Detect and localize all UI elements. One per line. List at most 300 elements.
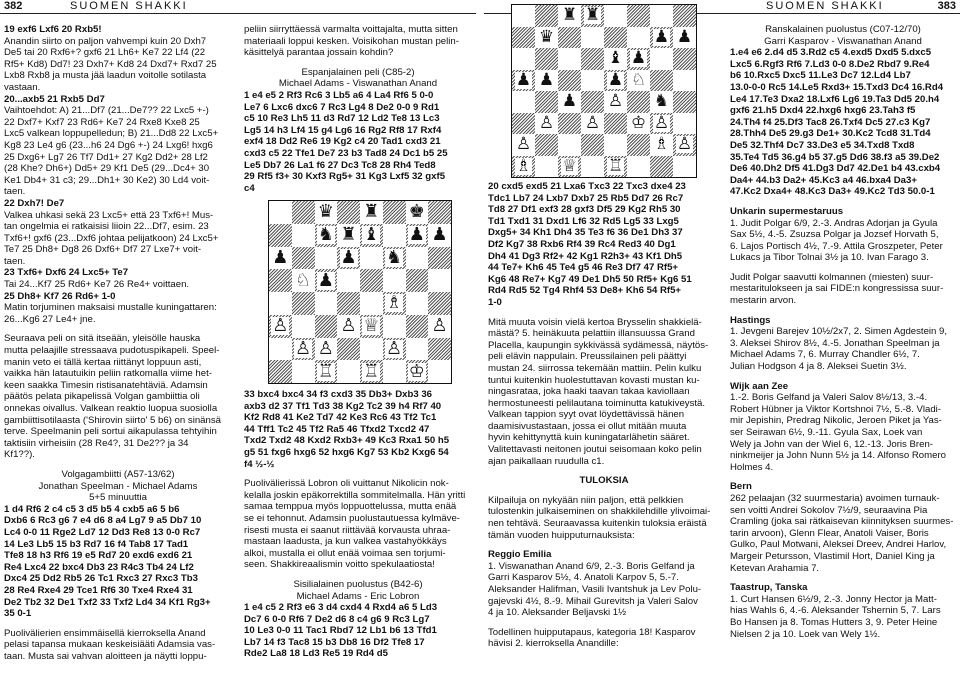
chess-piece-icon: ♙ — [295, 337, 312, 359]
text-line: mutta pelaajille stressaava pudotuspikapeli. Speel- — [4, 345, 220, 357]
text-line: peli elävin nappulain. Preussilainen peli päättyi — [488, 351, 687, 363]
text-line: materiaali loppui kesken. Voisikohan mustan pelin- — [244, 35, 459, 47]
text-line: axb3 d2 37 Tf1 Td3 38 Kg2 Tc2 39 h4 Rf7 40 — [244, 400, 442, 412]
text-line: 25 Dxg6+ Lg7 26 Tf7 Dd1+ 27 Kg2 Dd2+ 28 Lf2 — [4, 151, 208, 163]
text-line: Wijk aan Zee — [730, 380, 789, 392]
text-line: c4 — [244, 182, 255, 194]
text-line: tämän vuoden huipputurnauksista: — [488, 529, 635, 541]
text-line: Valitettavasti neitonen joutui seisomaan koko pelin — [488, 444, 702, 456]
text-line: hias Wahls 6, 4.-6. Aleksander Tshernin 5, 7. Lars — [730, 605, 941, 617]
chess-piece-icon: ♜ — [340, 224, 357, 246]
text-line: De5 tai 20 Rxf6+? gxf6 21 Lh6+ Ke7 22 Lf4 (22 — [4, 47, 206, 59]
text-line: 1. Jevgeni Barejev 10½/2x7, 2. Simen Agdestein 9, — [730, 326, 948, 338]
text-line: 35 0-1 — [4, 608, 32, 620]
board-square — [292, 360, 315, 383]
text-line: g5 51 fxg6 hxg6 52 hxg6 Kg7 53 Kb2 Kxg6 54 — [244, 446, 449, 458]
board-square — [673, 113, 696, 135]
paragraph-gap — [730, 373, 956, 381]
text-line: Lxc5 6.Rgf3 Rf6 7.Ld3 0-0 8.De2 Rbd7 9.Re4 — [730, 58, 930, 70]
text-line: Le7 6 Lxc6 dxc6 7 Rc3 Lg4 8 De2 0-0 9 Rd1 — [244, 101, 440, 113]
board-square — [337, 360, 360, 383]
board-square — [337, 269, 360, 292]
board-square — [269, 292, 292, 315]
text-line: Bern — [730, 481, 752, 493]
text-line: exf4 18 Dd2 Re6 19 Kg2 c4 20 Tad1 cxd3 21 — [244, 136, 441, 148]
text-line: taan. Musta sai vahvan aloitteen ja näytti loppu- — [4, 650, 207, 662]
board-square — [604, 27, 627, 49]
board-square — [558, 91, 581, 113]
text-line: Sax 5½, 4.-5. Zsuzsa Polgar ja Jozsef Horvath 5, — [730, 229, 939, 241]
board-square — [581, 5, 604, 27]
board-square — [581, 70, 604, 92]
board-square — [650, 5, 673, 27]
chess-piece-icon: ♟ — [561, 91, 578, 112]
board-square — [269, 338, 292, 361]
text-line: Holmes 4. — [730, 461, 774, 473]
chess-piece-icon: ♟ — [340, 246, 357, 268]
board-square — [627, 134, 650, 156]
text-line: pelasi tapansa mukaan keskeisiääti Adamsia vas- — [4, 639, 216, 651]
chess-piece-icon: ♚ — [408, 201, 425, 223]
text-line: Td8 27 Df1 exf3 28 gxf3 Df5 29 Kg2 Rh5 30 — [488, 204, 681, 216]
board-square — [292, 315, 315, 338]
board-square — [337, 315, 360, 338]
board-square — [269, 201, 292, 224]
board-square — [650, 134, 673, 156]
board-square — [581, 27, 604, 49]
text-line: f4 ½-½ — [244, 458, 275, 470]
board-square — [604, 5, 627, 27]
chess-piece-icon: ♙ — [584, 112, 601, 133]
text-line: 35.Te4 Td5 36.g4 b5 37.g5 Dd6 38.f3 a5 39.De2 — [730, 151, 940, 163]
text-line: tarin arvoon), Glenn Flear, Anatoli Vaiser, Boris — [730, 527, 929, 539]
text-line: tulostenkin julkaiseminen on shakkilehdille ylivoimai- — [488, 506, 711, 518]
board-square — [360, 360, 383, 383]
left-page-number: 382 — [4, 0, 23, 12]
board-square — [627, 48, 650, 70]
paragraph-gap — [730, 574, 956, 582]
chess-piece-icon: ♔ — [408, 360, 425, 382]
board-square — [512, 48, 535, 70]
paragraph-gap — [730, 307, 956, 315]
board-square — [315, 338, 338, 361]
text-line: ajan paikallaan ruudulla c1. — [488, 455, 605, 467]
paragraph-gap — [488, 619, 720, 627]
board-square — [627, 113, 650, 135]
board-square — [512, 70, 535, 92]
text-line: Anandin siirto on paljon vahvempi kuin 20 Dxh7 — [4, 35, 207, 47]
text-line: Dxc4 25 Dd2 Rb5 26 Tc1 Rxc3 27 Rxc3 Tb3 — [4, 573, 198, 585]
column-2-top — [244, 24, 472, 194]
board-square — [535, 70, 558, 92]
text-line: 26...Kg6 27 Le4+ jne. — [4, 313, 96, 325]
text-line: taen. — [4, 255, 26, 267]
text-line: Puolivälierien ensimmäisellä kierroksella Anand — [4, 627, 206, 639]
text-line: se ei tehonnut. Adamsin puolustautuessa kylmäve- — [244, 512, 460, 524]
board-square — [512, 91, 535, 113]
text-line: Aleksander Halifman, Vasili Ivantshuk ja Lev Polu- — [488, 584, 702, 595]
chess-piece-icon: ♗ — [653, 134, 670, 155]
text-line: Michael Adams - Viswanathan Anand — [278, 78, 438, 90]
chess-piece-icon: ♙ — [386, 337, 403, 359]
paragraph-gap — [4, 620, 232, 628]
board-square — [383, 315, 406, 338]
text-line: 20 cxd5 exd5 21 Lxa6 Txc3 22 Txc3 dxe4 23 — [488, 181, 686, 192]
right-page-number: 383 — [937, 0, 956, 12]
board-square — [337, 224, 360, 247]
board-square — [292, 269, 315, 292]
board-square — [360, 201, 383, 224]
column-1 — [4, 24, 232, 662]
text-line: Td1 Txd1 31 Dxd1 Lf6 32 Rd5 Lg5 33 Lxg5 — [488, 215, 679, 227]
chess-piece-icon: ♛ — [538, 26, 555, 47]
chess-piece-icon: ♙ — [515, 134, 532, 155]
text-line: mestarin arvon. — [730, 295, 797, 307]
paragraph-gap — [488, 309, 720, 317]
paragraph-gap — [244, 571, 472, 579]
paragraph-gap — [730, 198, 956, 206]
text-line: sen voitti Andrei Sokolov 7½/9, seuraavina Pia — [730, 504, 928, 516]
text-line: Michael Adams - Eric Lobron — [296, 590, 420, 602]
chess-piece-icon: ♞ — [386, 246, 403, 268]
text-line: keen saakka Timesin ristisanatehtäviä. Adamsin — [4, 379, 208, 391]
text-line: 28.Thh4 De5 29.g3 De1+ 30.Kc2 Tcd8 31.Td4 — [730, 128, 931, 140]
chess-piece-icon: ♟ — [515, 69, 532, 90]
text-line: mestaritulokseen ja sai FIDE:n kongressissa suur- — [730, 283, 944, 295]
board-square — [269, 247, 292, 270]
text-line: 6. Lajos Portisch 4½, 7.-9. Attila Groszpeter, Peter — [730, 240, 943, 252]
board-square — [337, 247, 360, 270]
chess-piece-icon: ♞ — [653, 91, 670, 112]
text-line: Kg6 48 Re7+ Kg7 49 De1 Dh5 50 Rf5+ Kg6 51 — [488, 273, 692, 285]
board-square — [581, 91, 604, 113]
chess-piece-icon: ♜ — [363, 201, 380, 223]
text-line: 1. Curt Hansen 6½/9, 2.-3. Jonny Hector ja Matt- — [730, 593, 937, 605]
text-line: Unkarin supermestaruus — [730, 205, 844, 217]
text-line: 1. Judit Polgar 6/9, 2.-3. Andras Adorjan ja Gyula — [730, 217, 938, 229]
text-line: Lg5 14 h3 Lf4 15 g4 Lg6 16 Rg2 Rf8 17 Rxf4 — [244, 124, 442, 136]
board-square — [535, 48, 558, 70]
text-line: Robert Hübner ja Viktor Kortshnoi 7½, 5.-8. Vladi- — [730, 403, 941, 415]
board-square — [650, 156, 673, 178]
board-square — [337, 201, 360, 224]
board-square — [428, 247, 451, 270]
chess-piece-icon: ♘ — [630, 69, 647, 90]
text-line: taen. — [4, 186, 26, 198]
text-line: 24.Th4 f4 25.Df3 Tac8 26.Txf4 Dc5 27.c3 Kg7 — [730, 116, 931, 128]
board-square — [650, 113, 673, 135]
paragraph-gap — [488, 541, 720, 549]
text-line: Kilpailuja on nykyään niin paljon, että pelkkien — [488, 494, 684, 506]
board-square — [315, 360, 338, 383]
text-line: Te7 25 Dh8+ Dg8 26 Dxf6+ Df7 27 Lxe7+ voit- — [4, 244, 202, 256]
text-line: risesti musta ei saanut riittävää korvausta uhraa- — [244, 524, 451, 536]
text-line: De5 32.Thf4 Dc7 33.De3 e5 34.Txd8 Txd8 — [730, 139, 915, 151]
chess-piece-icon: ♙ — [431, 315, 448, 337]
text-line: 1 e4 c5 2 Rf3 e6 3 d4 cxd4 4 Rxd4 a6 5 Ld3 — [244, 602, 438, 614]
chess-diagram-1 — [268, 200, 452, 384]
board-square — [383, 224, 406, 247]
text-line: Tfe8 18 h3 Rf6 19 e5 Rd7 20 exd6 exd6 21 — [4, 550, 193, 562]
board-square — [315, 247, 338, 270]
board-square — [604, 70, 627, 92]
paragraph-gap — [730, 473, 956, 481]
board-square — [406, 292, 429, 315]
board-square — [383, 360, 406, 383]
text-line: gambiittisotilaasta ('Shirovin siirto' 5 b6) on sinänsä — [4, 414, 221, 426]
board-square — [360, 315, 383, 338]
chess-piece-icon: ♟ — [653, 26, 670, 47]
text-line: 3. Aleksei Shirov 8½, 4.-5. Jonathan Speelman ja — [730, 337, 940, 349]
right-running-title: SUOMEN SHAKKI — [766, 0, 884, 12]
board-square — [315, 315, 338, 338]
text-line: 5+5 minuuttia — [89, 492, 147, 504]
text-line: Da4+ 44.b3 Da2+ 45.Kc3 a4 46.bxa4 Da3+ — [730, 174, 917, 186]
text-line: onnekas oivallus. Valkean reaktio luopua suosiolla — [4, 403, 218, 414]
text-line: daamisivustastaan, jossa ei ollut mitään muuta — [488, 420, 687, 432]
text-line: c5 10 Re3 Lh5 11 d3 Rd7 12 Ld2 Te8 13 Lc3 — [244, 113, 440, 125]
text-line: taktisiin virheisiin (28 Re4?, 31 De2?? ja 34 — [4, 437, 189, 449]
board-square — [512, 113, 535, 135]
text-line: Lxb8 Rxb8 ja musta jää laadun voitolle sotilasta — [4, 70, 207, 82]
text-line: Ranskalainen puolustus (C07-12/70) — [765, 24, 921, 35]
board-square — [315, 269, 338, 292]
text-line: 44 Te7+ Kh6 45 Te4 g5 46 Re3 Df7 47 Rf5+ — [488, 262, 679, 274]
text-line: Volgagambiitti (A57-13/62) — [61, 468, 175, 480]
chess-diagram-2 — [511, 4, 697, 178]
column-2-bottom — [244, 389, 472, 660]
board-square — [558, 134, 581, 156]
text-line: 1.-2. Boris Gelfand ja Valeri Salov 8½/13, 3.-4. — [730, 392, 928, 404]
text-line: Df2 Kg7 38 Rxb6 Rf4 39 Rc4 Red3 40 Dg1 — [488, 238, 676, 250]
text-line: Ke1 Db4+ 31 c3; 29...Dh1+ 30 Ke2) 30 Ld4 voit- — [4, 174, 210, 186]
board-square — [383, 338, 406, 361]
text-line: 22 Dxf7+ Kxf7 23 Rd6+ Ke7 24 Rxe8 Kxe8 25 — [4, 116, 200, 128]
text-line: Re4 Lxc4 22 bxc4 Db3 23 R4c3 Tb4 24 Lf2 — [4, 561, 194, 573]
chess-piece-icon: ♟ — [272, 246, 289, 268]
text-line: Mitä muuta voisin vielä kertoa Brysselin shakkielä- — [488, 316, 702, 328]
chess-piece-icon: ♟ — [538, 69, 555, 90]
text-line: peliin siirryttäessä varmalta voittajalta, mutta sitten — [244, 24, 458, 35]
board-square — [406, 315, 429, 338]
text-line: 44 Tff1 Tc2 45 Tf2 Ra5 46 Tfxd2 Txcd2 47 — [244, 423, 430, 435]
text-line: 13.0-0-0 Rc5 14.Le5 Rxd3+ 15.Txd3 Dc4 16.Rd4 — [730, 81, 944, 93]
column-4 — [730, 24, 956, 640]
board-square — [406, 201, 429, 224]
board-square — [627, 27, 650, 49]
text-line: Matin torjuminen maksaisi mustalle kuningattaren: — [4, 302, 217, 314]
text-line: 28 Re4 Rxe4 29 Tce1 Rf6 30 Txe4 Rxe4 31 — [4, 584, 193, 596]
board-square — [292, 247, 315, 270]
text-line: 262 pelaajan (32 suurmestaria) avoimen turnauk- — [730, 492, 940, 504]
text-line: Margeir Petursson, Vlastimil Hort, Daniel King ja — [730, 550, 935, 562]
text-line: Puolivälierissä Lobron oli vuittanut Nikolicin nok- — [244, 478, 449, 490]
text-line: mastaan laadusta, ja kun valkea vastahyökkäys — [244, 536, 447, 548]
text-line: seen. Shakkireaalismin voitto spekulaatiosta! — [244, 559, 435, 571]
text-line: hermostuneesti pelilautana toiminutta katukiveystä. — [488, 397, 706, 409]
board-square — [406, 224, 429, 247]
board-square — [558, 70, 581, 92]
text-line: päätös pelata pikapelissä Volgan gambiittia oli — [4, 391, 200, 403]
board-square — [406, 360, 429, 383]
board-square — [627, 5, 650, 27]
chess-piece-icon: ♟ — [607, 69, 624, 90]
text-line: 1 d4 Rf6 2 c4 c5 3 d5 b5 4 cxb5 a6 5 b6 — [4, 503, 180, 515]
chess-piece-icon: ♝ — [363, 224, 380, 246]
text-line: manin veto ei tällä kertaa riittänyt loppuun asti, — [4, 356, 202, 368]
board-square — [673, 91, 696, 113]
board-square — [650, 27, 673, 49]
board-square — [383, 247, 406, 270]
text-line: Valkea uhkasi sekä 23 Lxc5+ että 23 Txf6+! Mus- — [4, 209, 214, 221]
board-square — [512, 134, 535, 156]
board-square — [315, 292, 338, 315]
text-line: Vaihtoehdot: A) 21...Df7 (21...De7?? 22 Lxc5 +-) — [4, 105, 209, 117]
chess-piece-icon: ♙ — [676, 134, 693, 155]
text-line: Tdc1 Lb7 24 Lxb7 Dxb7 25 Rb5 Dd7 26 Rc7 — [488, 192, 684, 204]
board-square — [269, 315, 292, 338]
text-line: 14 Le3 Lb5 15 b3 Rd7 16 f4 Tab8 17 Tad1 — [4, 538, 189, 550]
board-square — [406, 247, 429, 270]
text-line: 1-0 — [488, 296, 502, 308]
text-line: Txd2 Txd2 48 Kxd2 Rxb3+ 49 Kc3 Rxa1 50 h5 — [244, 435, 450, 447]
text-line: Rf5+ Kd8) Dd7! 23 Dxh7+ Kd8 24 Dxd7+ Rxd7 25 — [4, 58, 217, 70]
board-square — [360, 224, 383, 247]
board-square — [535, 27, 558, 49]
text-line: (28 Khe? Dh6+) Dd5+ 29 Kf1 De5 (29...Dc4+ 30 — [4, 163, 210, 175]
text-line: terve. Speelmanin peli sortui aikapulassa tehtyihin — [4, 426, 217, 438]
text-line: Lb7 14 f3 Tac8 15 b3 Db8 16 Df2 Tfe8 17 — [244, 636, 425, 648]
board-square — [673, 70, 696, 92]
left-header-rule — [0, 13, 476, 14]
text-line: ser Seirawan 6½, 9.-11. Gyula Sax, Loek van — [730, 427, 923, 438]
board-square — [535, 91, 558, 113]
text-line: käsittelyä parantaa jossain kohdin? — [244, 47, 394, 59]
text-line: 19 exf6 Lxf6 20 Rxb5! — [4, 24, 102, 35]
text-line: 23 Txf6+ Dxf6 24 Lxc5+ Te7 — [4, 267, 129, 279]
text-line: 22 Dxh7! De7 — [4, 197, 65, 209]
board-square — [650, 48, 673, 70]
text-line: 29 Rf5 f3+ 30 Kxf3 Rg5+ 31 Kg3 Lxf5 32 gxf5 — [244, 171, 446, 183]
column-3 — [488, 181, 720, 650]
board-square — [581, 134, 604, 156]
text-line: Jonathan Speelman - Michael Adams — [38, 480, 198, 492]
board-square — [627, 70, 650, 92]
chess-piece-icon: ♔ — [630, 112, 647, 133]
board-square — [428, 201, 451, 224]
board-square — [337, 338, 360, 361]
chess-piece-icon: ♗ — [515, 155, 532, 176]
board-square — [581, 156, 604, 178]
board-square — [360, 338, 383, 361]
text-line: hyvin kehittynyttä kuin kuningatarlähetin sääret. — [488, 432, 690, 444]
chess-piece-icon: ♟ — [630, 48, 647, 69]
board-square — [673, 156, 696, 178]
board-square — [535, 113, 558, 135]
board-square — [406, 269, 429, 292]
chess-piece-icon: ♖ — [317, 360, 334, 382]
text-line: Rd4 Rd5 52 Tg4 Rhf4 53 De8+ Kh6 54 Rf5+ — [488, 285, 682, 297]
text-line: Todellinen huipputapaus, kategoria 18! Kasparov — [488, 626, 696, 638]
text-line: samaa temppua myös loppuottelussa, mutta enää — [244, 501, 457, 513]
text-line: tuntui kuitenkin huolestuttavan kovasti mustan ku- — [488, 374, 700, 386]
text-line: Gulko, Paul Motwani, Aleksei Dreev, Andrei Harlov, — [730, 539, 947, 551]
paragraph-gap — [488, 487, 720, 495]
chess-piece-icon: ♙ — [272, 315, 289, 337]
board-square — [406, 338, 429, 361]
text-line: Valkean tappion syyt ovat löydettävissä hänen — [488, 409, 685, 421]
text-line: De2 Tb2 32 De1 Txf2 33 Txf2 Ld4 34 Kf1 Rg3+ — [4, 596, 211, 608]
text-line: Ketevan Arahamia 7. — [730, 562, 820, 574]
text-line: gxf6 21.h5 Dxd4 22.hxg6 hxg6 23.Tah3 f5 — [730, 105, 916, 117]
board-square — [428, 292, 451, 315]
text-line: cxd3 c5 22 Tfe1 De7 23 b3 Tad8 24 Dc1 b5 25 — [244, 147, 448, 159]
text-line: Le5 Db7 26 La1 f6 27 Dc3 Tc8 28 Rh4 Ted8 — [244, 159, 436, 171]
board-square — [383, 269, 406, 292]
text-line: 10 Le3 0-0 11 Tac1 Rbd7 12 Lb1 b6 13 Tfd1 — [244, 625, 437, 637]
chess-piece-icon: ♕ — [363, 315, 380, 337]
text-line: Le4 17.Te3 Dxa2 18.Lxf6 Lg6 19.Ta3 Dd5 20.h4 — [730, 93, 940, 105]
chess-piece-icon: ♟ — [676, 26, 693, 47]
board-square — [558, 27, 581, 49]
board-square — [292, 201, 315, 224]
text-line: Michael Adams 7, 6. Murray Chandler 6½, 7. — [730, 349, 920, 361]
board-square — [360, 292, 383, 315]
text-line: tan ongelmia ei ratkaisisi liioin 22...Df7, esim. 23 — [4, 221, 209, 233]
board-square — [627, 156, 650, 178]
board-square — [428, 360, 451, 383]
text-line: Garri Kasparov 5½, 4. Anatoli Karpov 5, 5.-7. — [488, 572, 679, 584]
board-square — [360, 269, 383, 292]
board-square — [650, 91, 673, 113]
text-line: Rde2 La8 18 Ld3 Re5 19 Rd4 d5 — [244, 648, 388, 660]
board-square — [292, 292, 315, 315]
text-line: Dxb6 6 Rc3 g6 7 e4 d6 8 a4 Lg7 9 a5 Db7 10 — [4, 515, 202, 527]
board-square — [383, 292, 406, 315]
text-line: Espanjalainen peli (C85-2) — [301, 66, 415, 78]
text-line: Dh4 41 Dg3 Rf2+ 42 Kg1 R2h3+ 43 Kf1 Dh5 — [488, 250, 683, 262]
text-line: Cramling (joka sai rätkaisevan kiinnityksen suurmes- — [730, 516, 954, 528]
board-square — [627, 91, 650, 113]
text-line: TULOKSIA — [579, 475, 629, 487]
text-line: Hastings — [730, 314, 771, 326]
board-square — [604, 113, 627, 135]
paragraph-gap — [4, 325, 232, 333]
board-square — [428, 269, 451, 292]
text-line: Kf2 Rd8 41 Ke2 Td7 42 Ke3 Rc6 43 Tf2 Tc1 — [244, 412, 437, 424]
text-line: alkoi, mustalla ei ollut enää voimaa sen torjumi- — [244, 547, 446, 559]
board-square — [292, 224, 315, 247]
paragraph-gap — [488, 467, 720, 475]
board-square — [512, 156, 535, 178]
text-line: 1.e4 e6 2.d4 d5 3.Rd2 c5 4.exd5 Dxd5 5.dxc5 — [730, 47, 932, 59]
text-line: mir Jepishin, Predrag Nikolic, Jeroen Piket ja Yas- — [730, 415, 942, 427]
board-square — [558, 5, 581, 27]
board-square — [673, 5, 696, 27]
text-line: Seuraava peli on sitä itseään, yleisölle hauska — [4, 333, 201, 345]
text-line: Txf6+! gxf6 (23...Dxf6 johtaa pelijatkoon) 24 Lxc5+ — [4, 232, 219, 244]
board-square — [558, 113, 581, 135]
text-line: ningasrataa, joka haaki taavan takaa kaviollaan — [488, 386, 690, 398]
text-line: Sisilialainen puolustus (B42-6) — [293, 578, 423, 590]
text-line: Nielsen 2 ja 10. Loek van Wely 1½. — [730, 628, 881, 640]
board-square — [673, 134, 696, 156]
text-line: Dc7 6 0-0 Rf6 7 De2 d6 8 c4 g6 9 Rc3 Lg7 — [244, 613, 430, 625]
left-running-title: SUOMEN SHAKKI — [70, 0, 188, 12]
text-line: kelalla joskin epäkorrektilla sommitelmalla. Hän yritti — [244, 489, 466, 501]
board-square — [604, 156, 627, 178]
paragraph-gap — [244, 59, 472, 67]
